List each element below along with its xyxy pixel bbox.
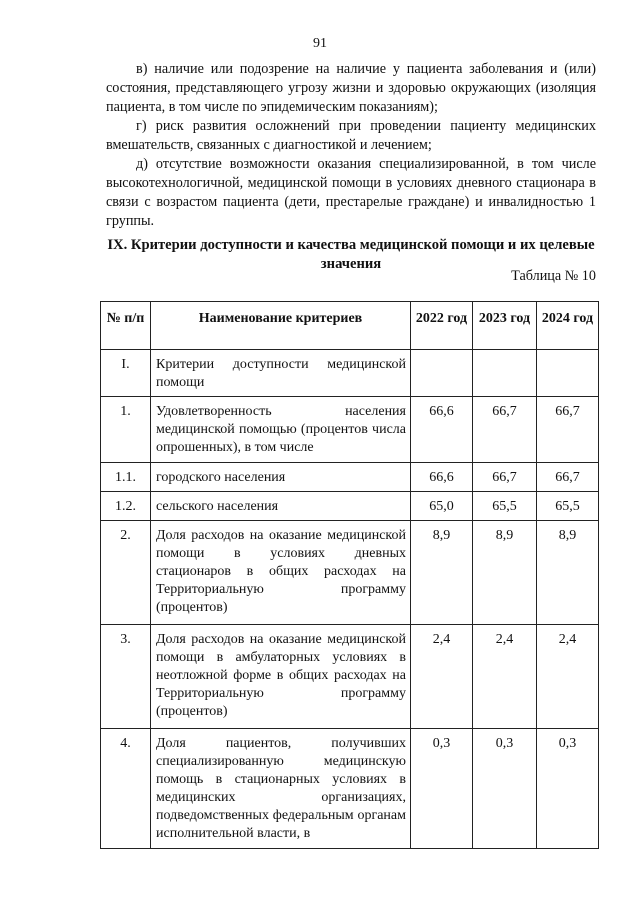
cell-2024: 0,3: [537, 729, 599, 849]
cell-num: 1.1.: [101, 463, 151, 492]
cell-2022: [411, 350, 473, 397]
cell-2022: 8,9: [411, 521, 473, 625]
table-row: [101, 463, 599, 492]
cell-2024: 66,7: [537, 397, 599, 463]
cell-2023: 0,3: [473, 729, 537, 849]
cell-2023: 65,5: [473, 492, 537, 521]
intro-text: [106, 60, 596, 231]
cell-name: Удовлетворенность населения медицинской помощью (процентов числа опрошенных), в том числе: [151, 397, 411, 463]
table-row: [101, 350, 599, 397]
cell-num: I.: [101, 350, 151, 397]
paragraph-v: в) наличие или подозрение на наличие у пациента заболевания и (или) состояния, представляющего угрозу жизни и здоровью окружающих (изоляция пациента, в том числе по эпидемическим показаниям);: [106, 61, 596, 115]
header-name: Наименование критериев: [151, 302, 411, 350]
cell-2023: 2,4: [473, 625, 537, 729]
section-title: IX. Критерии доступности и качества медицинской помощи и их целевые значения: [107, 237, 595, 272]
cell-2022: 0,3: [411, 729, 473, 849]
table-row: [101, 625, 599, 729]
cell-2022: 65,0: [411, 492, 473, 521]
table-caption: Таблица № 10: [511, 268, 596, 284]
table-row: [101, 729, 599, 849]
cell-num: 1.2.: [101, 492, 151, 521]
cell-2023: 66,7: [473, 463, 537, 492]
cell-num: 1.: [101, 397, 151, 463]
cell-name: Критерии доступности медицинской помощи: [151, 350, 411, 397]
cell-name: городского населения: [151, 463, 411, 492]
header-num: № п/п: [101, 302, 151, 350]
cell-2024: 65,5: [537, 492, 599, 521]
cell-2024: 66,7: [537, 463, 599, 492]
cell-2023: 8,9: [473, 521, 537, 625]
cell-2024: 8,9: [537, 521, 599, 625]
cell-2023: 66,7: [473, 397, 537, 463]
paragraph-d: д) отсутствие возможности оказания специализированной, в том числе высокотехнологичной, медицинской помощи в условиях дневного стационара в связи с возрастом пациента (дети, престарелые граждане) и инвалидностью 1 группы.: [106, 156, 596, 229]
cell-2022: 66,6: [411, 397, 473, 463]
criteria-table: [100, 301, 599, 849]
table-row: [101, 397, 599, 463]
cell-2023: [473, 350, 537, 397]
cell-2022: 2,4: [411, 625, 473, 729]
page-number: 91: [313, 36, 327, 51]
header-2023: 2023 год: [473, 302, 537, 350]
cell-num: 4.: [101, 729, 151, 849]
table-row: [101, 492, 599, 521]
table-header-row: [101, 302, 599, 350]
table-row: [101, 521, 599, 625]
cell-name: Доля расходов на оказание медицинской помощи в условиях дневных стационаров в общих расходах на Территориальную программу (процентов): [151, 521, 411, 625]
cell-2022: 66,6: [411, 463, 473, 492]
header-2024: 2024 год: [537, 302, 599, 350]
cell-name: Доля расходов на оказание медицинской помощи в амбулаторных условиях в неотложной форме в общих расходах на Территориальную программу (процентов): [151, 625, 411, 729]
cell-2024: 2,4: [537, 625, 599, 729]
paragraph-g: г) риск развития осложнений при проведении пациенту медицинских вмешательств, связанных с диагностикой и лечением;: [106, 118, 596, 153]
header-2022: 2022 год: [411, 302, 473, 350]
cell-2024: [537, 350, 599, 397]
cell-num: 3.: [101, 625, 151, 729]
cell-name: Доля пациентов, получивших специализированную медицинскую помощь в стационарных условиях в медицинских организациях, подведомственных федеральным органам исполнительной власти, в: [151, 729, 411, 849]
cell-name: сельского населения: [151, 492, 411, 521]
cell-num: 2.: [101, 521, 151, 625]
